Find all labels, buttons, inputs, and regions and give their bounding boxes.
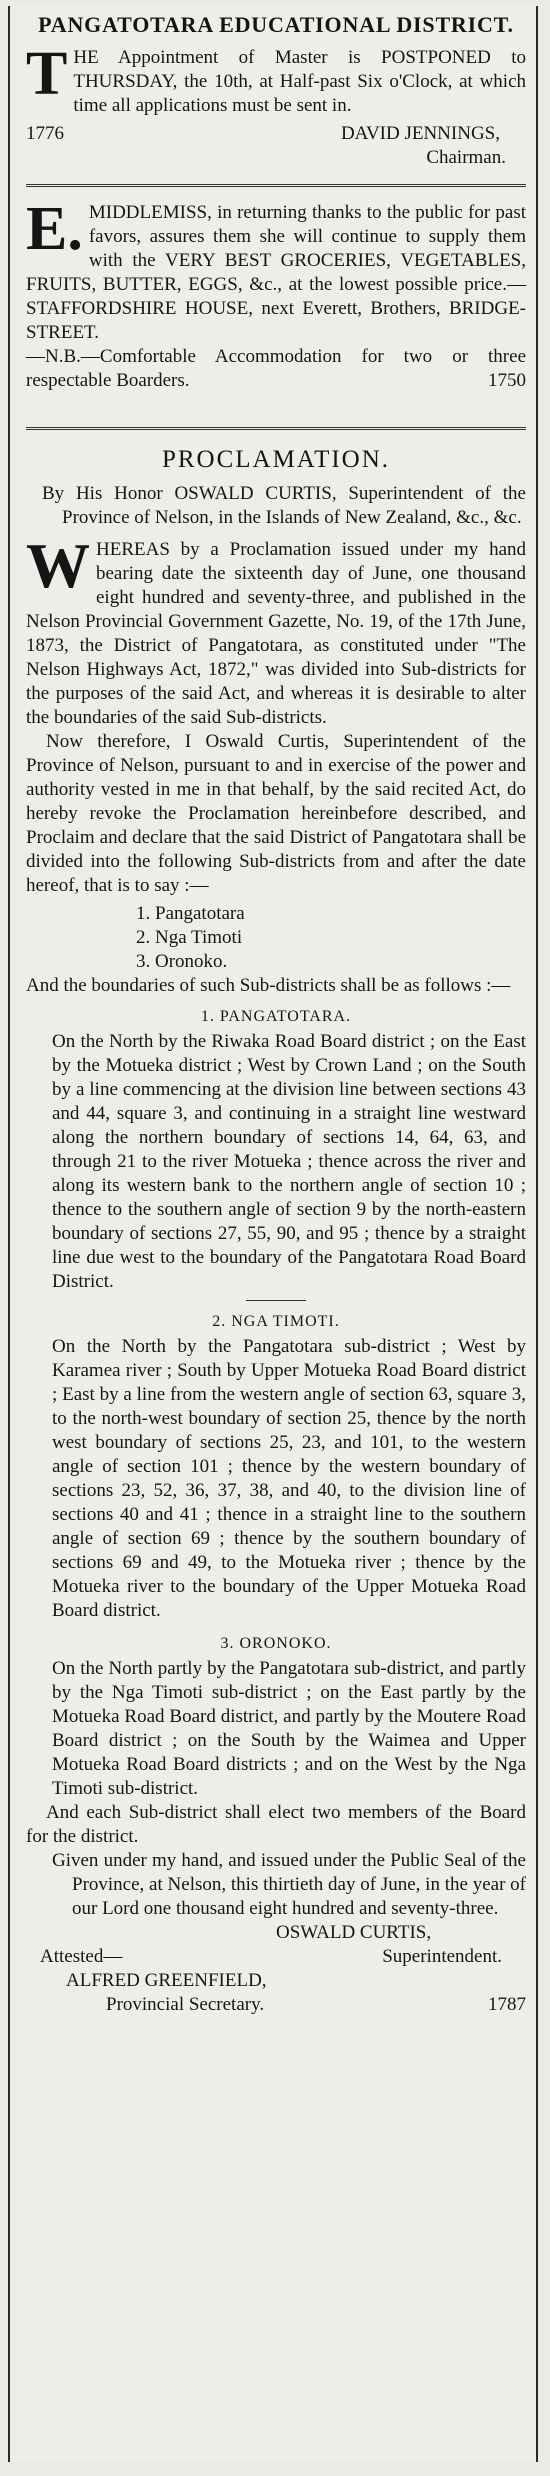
attested-label: Attested—: [40, 1946, 123, 1967]
advert-number: 1750: [488, 370, 526, 391]
section-heading: 2. NGA TIMOTI.: [212, 1313, 340, 1330]
divider: [26, 427, 526, 430]
attested-row: [26, 1945, 526, 1969]
signer-title: Chairman.: [426, 147, 506, 168]
notice-body: THE Appointment of Master is POSTPONED to THURSDAY, the 10th, at Half-past Six o'Clock, at which time all applications must be sent in.: [26, 40, 526, 116]
section-heading: 1. PANGATOTARA.: [200, 1008, 352, 1025]
secretary-signature: ALFRED GREENFIELD,: [66, 1970, 267, 1991]
proclamation-preamble: By His Honor OSWALD CURTIS, Superintendent of the Province of Nelson, in the Islands of New Zealand, &c., &c.: [42, 483, 526, 528]
election-paragraph: And each Sub-district shall elect two members of the Board for the district.: [26, 1802, 526, 1847]
newspaper-column: [8, 6, 538, 2462]
proclamation-number: 1787: [488, 1994, 526, 2015]
list-item: 3. Oronoko.: [136, 951, 228, 972]
dropcap: T: [26, 40, 68, 108]
signature-row: [26, 122, 526, 146]
now-therefore-paragraph: Now therefore, I Oswald Curtis, Superintendent of the Province of Nelson, pursuant to and in exercise of the power and authority vested in me in that behalf, by the said recited Act, do hereby revoke the Proclamation hereinbefore described, and Proclaim and declare that the said District of Pangatotara shall be divided into the following Sub-districts from and after the date hereof, that is to say :—: [26, 731, 526, 896]
notice-title: PANGATOTARA EDUCATIONAL DISTRICT.: [38, 12, 514, 37]
section-heading: 3. ORONOKO.: [220, 1635, 332, 1652]
boundaries-intro: And the boundaries of such Sub-districts shall be as follows :—: [26, 975, 511, 996]
superintendent-signature: OSWALD CURTIS,: [276, 1922, 432, 1943]
section-divider: [246, 1300, 306, 1301]
advert-nb: —N.B.—Comfortable Accommodation for two or three respectable Boarders. 1750: [26, 346, 526, 391]
secretary-title: Provincial Secretary.: [106, 1994, 265, 2015]
proclamation-title: PROCLAMATION.: [161, 446, 391, 473]
dropcap: W: [26, 530, 90, 601]
list-item: 2. Nga Timoti: [136, 927, 243, 948]
whereas-paragraph: WHEREAS by a Proclamation issued under my hand bearing date the sixteenth day of June, one thousand eight hundred and seventy-three, and published in the Nelson Provincial Government Gazette, No. 19, of the 17th June, 1873, the District of Pangatotara, as constituted under "The Nelson Highways Act, 1872," was divided into Sub-districts for the purposes of the said Act, and whereas it is desirable to alter the boundaries of the said Sub-districts.: [26, 530, 526, 728]
grocery-advertisement: [26, 195, 526, 393]
secretary-row: [26, 1993, 526, 2017]
education-notice: [26, 12, 526, 170]
advert-body: E. MIDDLEMISS, in returning thanks to the public for past favors, assures them she will continue to supply them with the VERY BEST GROCERIES, VEGETABLES, FRUITS, BUTTER, EGGS, &c., at the lowest possible price.—STAFFORDSHIRE HOUSE, next Everett, Brothers, BRIDGE-STREET.: [26, 195, 526, 343]
superintendent-title: Superintendent.: [382, 1946, 502, 1967]
section-text: On the North partly by the Pangatotara sub-district, and partly by the Nga Timoti sub-district ; on the East partly by the Motueka Road Board district, and partly by the Moutere Road Board district ; on the South by the Waimea and Upper Motueka Road Board districts ; and on the West by the Nga Timoti sub-district.: [52, 1658, 526, 1799]
section-text: On the North by the Pangatotara sub-district ; West by Karamea river ; South by Upper Motueka Road Board district ; East by a line from the western angle of section 63, square 3, to the north-west boundary of section 25, thence by the north west boundary of sections 25, 23, and 101, to the western angle of section 101 ; thence by the western boundary of sections 23, 52, 36, 37, 38, and 40, to the division line of sections 40 and 41 ; thence in a straight line to the southern angle of section 69 ; thence by the southern boundary of sections 69 and 49, to the Motueka river ; thence by the Motueka river to the boundary of the Upper Motueka Road Board district.: [52, 1336, 526, 1621]
given-paragraph: Given under my hand, and issued under the Public Seal of the Province, at Nelson, this thirtieth day of June, in the year of our Lord one thousand eight hundred and seventy-three.: [52, 1850, 526, 1919]
divider: [26, 184, 526, 187]
section-text: On the North by the Riwaka Road Board district ; on the East by the Motueka district ; West by Crown Land ; on the South by a line commencing at the division line between sections 43 and 44, square 3, and continuing in a straight line westward along the northern boundary of sections 14, 64, 63, and through 21 to the river Motueka ; thence across the river and along its western bank to the northern angle of section 10 ; thence to the southern angle of section 9 by the north-eastern boundary of sections 27, 55, 90, and 95 ; thence by a straight line due west to the boundary of the Pangatotara Road Board District.: [52, 1031, 526, 1292]
dropcap: E.: [26, 195, 83, 263]
subdistrict-list: [26, 902, 526, 974]
list-item: 1. Pangatotara: [136, 903, 245, 924]
signer: DAVID JENNINGS,: [340, 123, 500, 144]
proclamation: [26, 444, 526, 2017]
notice-number: 1776: [26, 123, 64, 144]
